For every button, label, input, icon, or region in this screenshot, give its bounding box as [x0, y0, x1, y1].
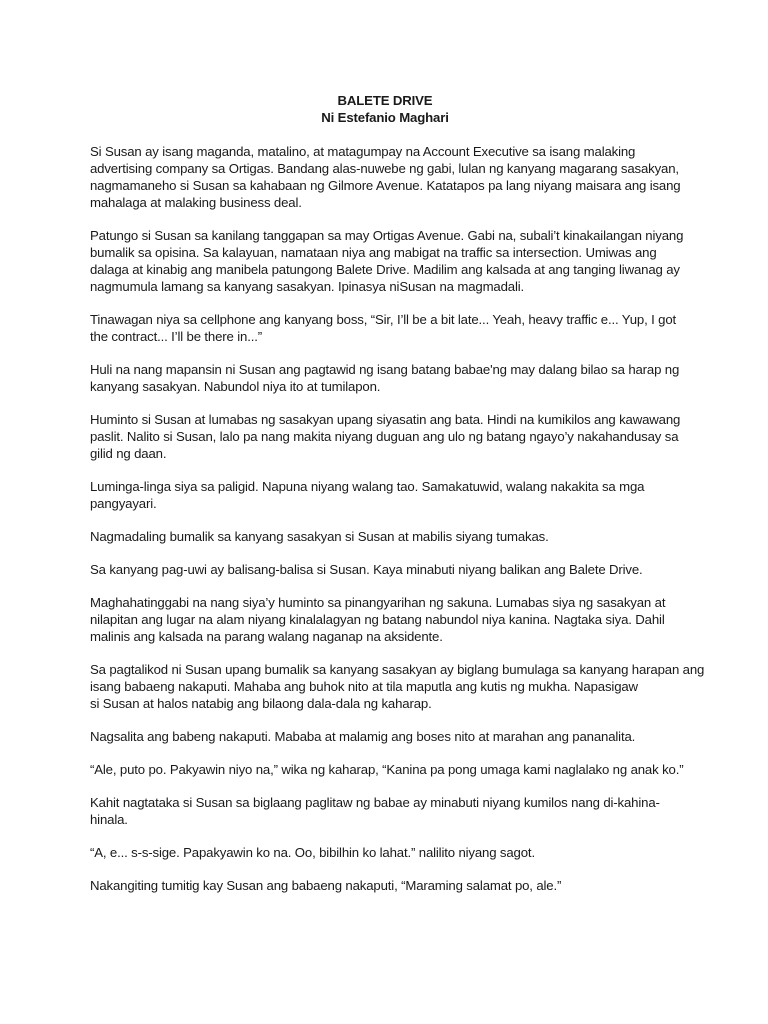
paragraph-line: “Ale, puto po. Pakyawin niyo na,” wika ng kaharap, “Kanina pa pong umaga kami naglalako ng anak ko.”	[90, 762, 684, 777]
paragraph-list	[90, 143, 705, 894]
paragraph	[90, 877, 680, 894]
paragraph-line: isang babaeng nakaputi. Mahaba ang buhok nito at tila maputla ang kutis ng mukha. Napasigaw	[90, 679, 638, 694]
paragraph-line: hinala.	[90, 812, 128, 827]
paragraph-line: Nagmadaling bumalik sa kanyang sasakyan si Susan at mabilis siyang tumakas.	[90, 529, 549, 544]
paragraph	[90, 478, 680, 512]
paragraph-line: kanyang sasakyan. Nabundol niya ito at tumilapon.	[90, 379, 381, 394]
paragraph-line: pangyayari.	[90, 496, 157, 511]
paragraph-line: nagmamaneho si Susan sa kahabaan ng Gilmore Avenue. Katatapos pa lang niyang maisara ang isang	[90, 178, 681, 193]
document-author: Ni Estefanio Maghari	[321, 110, 449, 125]
paragraph-line: the contract... I’ll be there in...”	[90, 329, 262, 344]
paragraph	[90, 361, 680, 395]
paragraph-line: Tinawagan niya sa cellphone ang kanyang boss, “Sir, I’ll be a bit late... Yeah, heavy traffic e... Yup, I got	[90, 312, 677, 327]
paragraph-line: Kahit nagtataka si Susan sa biglaang paglitaw ng babae ay minabuti niyang kumilos nang di-kahina-	[90, 795, 660, 810]
paragraph-line: Si Susan ay isang maganda, matalino, at matagumpay na Account Executive sa isang malaking	[90, 144, 636, 159]
paragraph-line: Nakangiting tumitig kay Susan ang babaeng nakaputi, “Maraming salamat po, ale.”	[90, 878, 562, 893]
paragraph-line: bumalik sa opisina. Sa kalayuan, namataan niya ang mabigat na traffic sa intersection. Umiwas ang	[90, 245, 657, 260]
paragraph	[90, 311, 680, 345]
paragraph-line: nilapitan ang lugar na alam niyang kinalalagyan ng batang nabundol niya kanina. Nagtaka siya. Dahil	[90, 612, 665, 627]
paragraph-line: Sa kanyang pag-uwi ay balisang-balisa si Susan. Kaya minabuti niyang balikan ang Balete Drive.	[90, 562, 643, 577]
paragraph	[90, 761, 684, 778]
paragraph-line: Huminto si Susan at lumabas ng sasakyan upang siyasatin ang bata. Hindi na kumikilos ang kawawang	[90, 412, 681, 427]
paragraph-line: “A, e... s-s-sige. Papakyawin ko na. Oo, bibilhin ko lahat.” nalilito niyang sagot.	[90, 845, 535, 860]
paragraph	[90, 844, 680, 861]
paragraph	[90, 528, 680, 545]
paragraph-line: Luminga-linga siya sa paligid. Napuna niyang walang tao. Samakatuwid, walang nakakita sa mga	[90, 479, 645, 494]
paragraph-line: paslit. Nalito si Susan, lalo pa nang makita niyang duguan ang ulo ng batang ngayo’y nakahandusay sa	[90, 429, 679, 444]
title-block	[90, 92, 680, 126]
paragraph-line: Patungo si Susan sa kanilang tanggapan sa may Ortigas Avenue. Gabi na, subali’t kinakailangan niyang	[90, 228, 684, 243]
paragraph	[90, 661, 705, 712]
document-body	[90, 92, 705, 910]
paragraph	[90, 411, 680, 462]
paragraph	[90, 728, 680, 745]
paragraph-line: Sa pagtalikod ni Susan upang bumalik sa kanyang sasakyan ay biglang bumulaga sa kanyang harapan ang	[90, 662, 705, 677]
paragraph-line: Nagsalita ang babeng nakaputi. Mababa at malamig ang boses nito at marahan ang pananalita.	[90, 729, 636, 744]
paragraph-line: Maghahatinggabi na nang siya’y huminto sa pinangyarihan ng sakuna. Lumabas siya ng sasakyan at	[90, 595, 666, 610]
paragraph-line: Huli na nang mapansin ni Susan ang pagtawid ng isang batang babae'ng may dalang bilao sa harap ng	[90, 362, 680, 377]
paragraph	[90, 227, 684, 295]
paragraph	[90, 794, 680, 828]
paragraph-line: dalaga at kinabig ang manibela patungong Balete Drive. Madilim ang kalsada at ang tanging liwanag ay	[90, 262, 680, 277]
paragraph-line: mahalaga at malaking business deal.	[90, 195, 302, 210]
paragraph	[90, 143, 680, 211]
paragraph-line: advertising company sa Ortigas. Bandang alas-nuwebe ng gabi, lulan ng kanyang magarang sasakyan,	[90, 161, 679, 176]
document-title: BALETE DRIVE	[337, 93, 433, 108]
paragraph-line: malinis ang kalsada na parang walang naganap na aksidente.	[90, 629, 443, 644]
paragraph-line: gilid ng daan.	[90, 446, 167, 461]
paragraph	[90, 594, 680, 645]
paragraph	[90, 561, 680, 578]
paragraph-line: nagmumula lamang sa kanyang sasakyan. Ipinasya niSusan na magmadali.	[90, 279, 525, 294]
paragraph-line: si Susan at halos natabig ang bilaong dala-dala ng kaharap.	[90, 696, 432, 711]
